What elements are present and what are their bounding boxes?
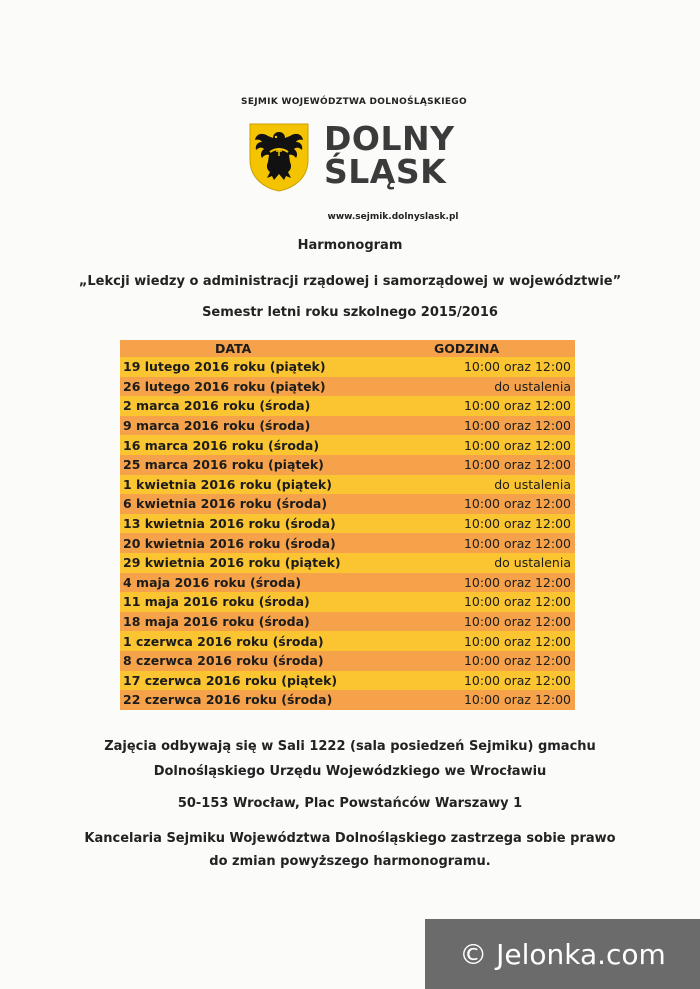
date-cell: 19 lutego 2016 roku (piątek)	[123, 359, 326, 375]
date-cell: 4 maja 2016 roku (środa)	[123, 574, 302, 590]
date-cell: 26 lutego 2016 roku (piątek)	[123, 378, 326, 394]
time-cell: 10:00 oraz 12:00	[463, 633, 571, 649]
document-subtitle: „Lekcji wiedzy o administracji rządowej i samorządowej w województwie”	[78, 274, 622, 289]
date-cell: 22 czerwca 2016 roku (środa)	[123, 692, 333, 708]
date-cell: 13 kwietnia 2016 roku (środa)	[123, 516, 336, 532]
time-cell: do ustalenia	[494, 476, 571, 492]
table-row	[120, 533, 575, 553]
time-cell: 10:00 oraz 12:00	[463, 614, 571, 630]
time-cell: do ustalenia	[494, 378, 571, 394]
time-cell: 10:00 oraz 12:00	[463, 574, 571, 590]
time-cell: 10:00 oraz 12:00	[463, 437, 571, 453]
time-cell: 10:00 oraz 12:00	[463, 692, 571, 708]
table-row	[120, 475, 575, 495]
notice-line-1: Kancelaria Sejmiku Województwa Dolnośląskiego zastrzega sobie prawo	[84, 831, 616, 846]
table-row	[120, 592, 575, 612]
date-cell: 16 marca 2016 roku (środa)	[123, 437, 320, 453]
time-cell: 10:00 oraz 12:00	[463, 418, 571, 434]
date-cell: 2 marca 2016 roku (środa)	[123, 398, 311, 414]
schedule-table	[120, 340, 575, 710]
eagle-crest-icon	[248, 122, 310, 192]
table-row	[120, 357, 575, 377]
brand-wordmark	[324, 119, 455, 191]
date-cell: 25 marca 2016 roku (piątek)	[123, 457, 324, 473]
document-title: Harmonogram	[297, 238, 403, 253]
notice-line-2: do zmian powyższego harmonogramu.	[209, 854, 491, 869]
date-cell: 1 czerwca 2016 roku (środa)	[123, 633, 324, 649]
date-cell: 20 kwietnia 2016 roku (środa)	[123, 535, 336, 551]
time-cell: 10:00 oraz 12:00	[463, 516, 571, 532]
table-row	[120, 396, 575, 416]
date-cell: 18 maja 2016 roku (środa)	[123, 614, 310, 630]
table-row	[120, 435, 575, 455]
time-cell: 10:00 oraz 12:00	[463, 457, 571, 473]
date-cell: 8 czerwca 2016 roku (środa)	[123, 653, 324, 669]
table-row	[120, 573, 575, 593]
table-row	[120, 631, 575, 651]
time-cell: 10:00 oraz 12:00	[463, 672, 571, 688]
date-cell: 9 marca 2016 roku (środa)	[123, 418, 311, 434]
time-cell: 10:00 oraz 12:00	[463, 653, 571, 669]
org-name: SEJMIK WOJEWÓDZTWA DOLNOŚLĄSKIEGO	[241, 97, 467, 107]
venue-line-1: Zajęcia odbywają się w Sali 1222 (sala posiedzeń Sejmiku) gmachu	[104, 739, 596, 754]
table-row	[120, 416, 575, 436]
table-row	[120, 651, 575, 671]
brand-line-2: ŚLĄSK	[324, 152, 447, 191]
table-row	[120, 612, 575, 632]
date-cell: 6 kwietnia 2016 roku (środa)	[123, 496, 328, 512]
table-row	[120, 553, 575, 573]
time-cell: 10:00 oraz 12:00	[463, 496, 571, 512]
table-row	[120, 377, 575, 397]
venue-address: 50-153 Wrocław, Plac Powstańców Warszawy 1	[177, 796, 523, 811]
date-cell: 29 kwietnia 2016 roku (piątek)	[123, 555, 341, 571]
date-cell: 17 czerwca 2016 roku (piątek)	[123, 672, 338, 688]
table-row	[120, 690, 575, 710]
time-cell: do ustalenia	[494, 555, 571, 571]
venue-line-2: Dolnośląskiego Urzędu Wojewódzkiego we Wrocławiu	[153, 764, 547, 779]
time-cell: 10:00 oraz 12:00	[463, 594, 571, 610]
table-row	[120, 514, 575, 534]
table-row	[120, 455, 575, 475]
column-header-date: DATA	[215, 341, 252, 356]
column-header-time: GODZINA	[434, 341, 500, 356]
brand-line-1: DOLNY	[324, 119, 455, 158]
watermark: © Jelonka.com	[425, 919, 700, 989]
time-cell: 10:00 oraz 12:00	[463, 535, 571, 551]
time-cell: 10:00 oraz 12:00	[463, 398, 571, 414]
dolny-slask-logo	[248, 119, 458, 192]
time-cell: 10:00 oraz 12:00	[463, 359, 571, 375]
table-row	[120, 671, 575, 691]
table-row	[120, 494, 575, 514]
website-link[interactable]: www.sejmik.dolnyslask.pl	[327, 212, 459, 222]
date-cell: 11 maja 2016 roku (środa)	[123, 594, 310, 610]
semester-heading: Semestr letni roku szkolnego 2015/2016	[202, 305, 498, 320]
date-cell: 1 kwietnia 2016 roku (piątek)	[123, 476, 332, 492]
table-header-row	[120, 340, 575, 357]
